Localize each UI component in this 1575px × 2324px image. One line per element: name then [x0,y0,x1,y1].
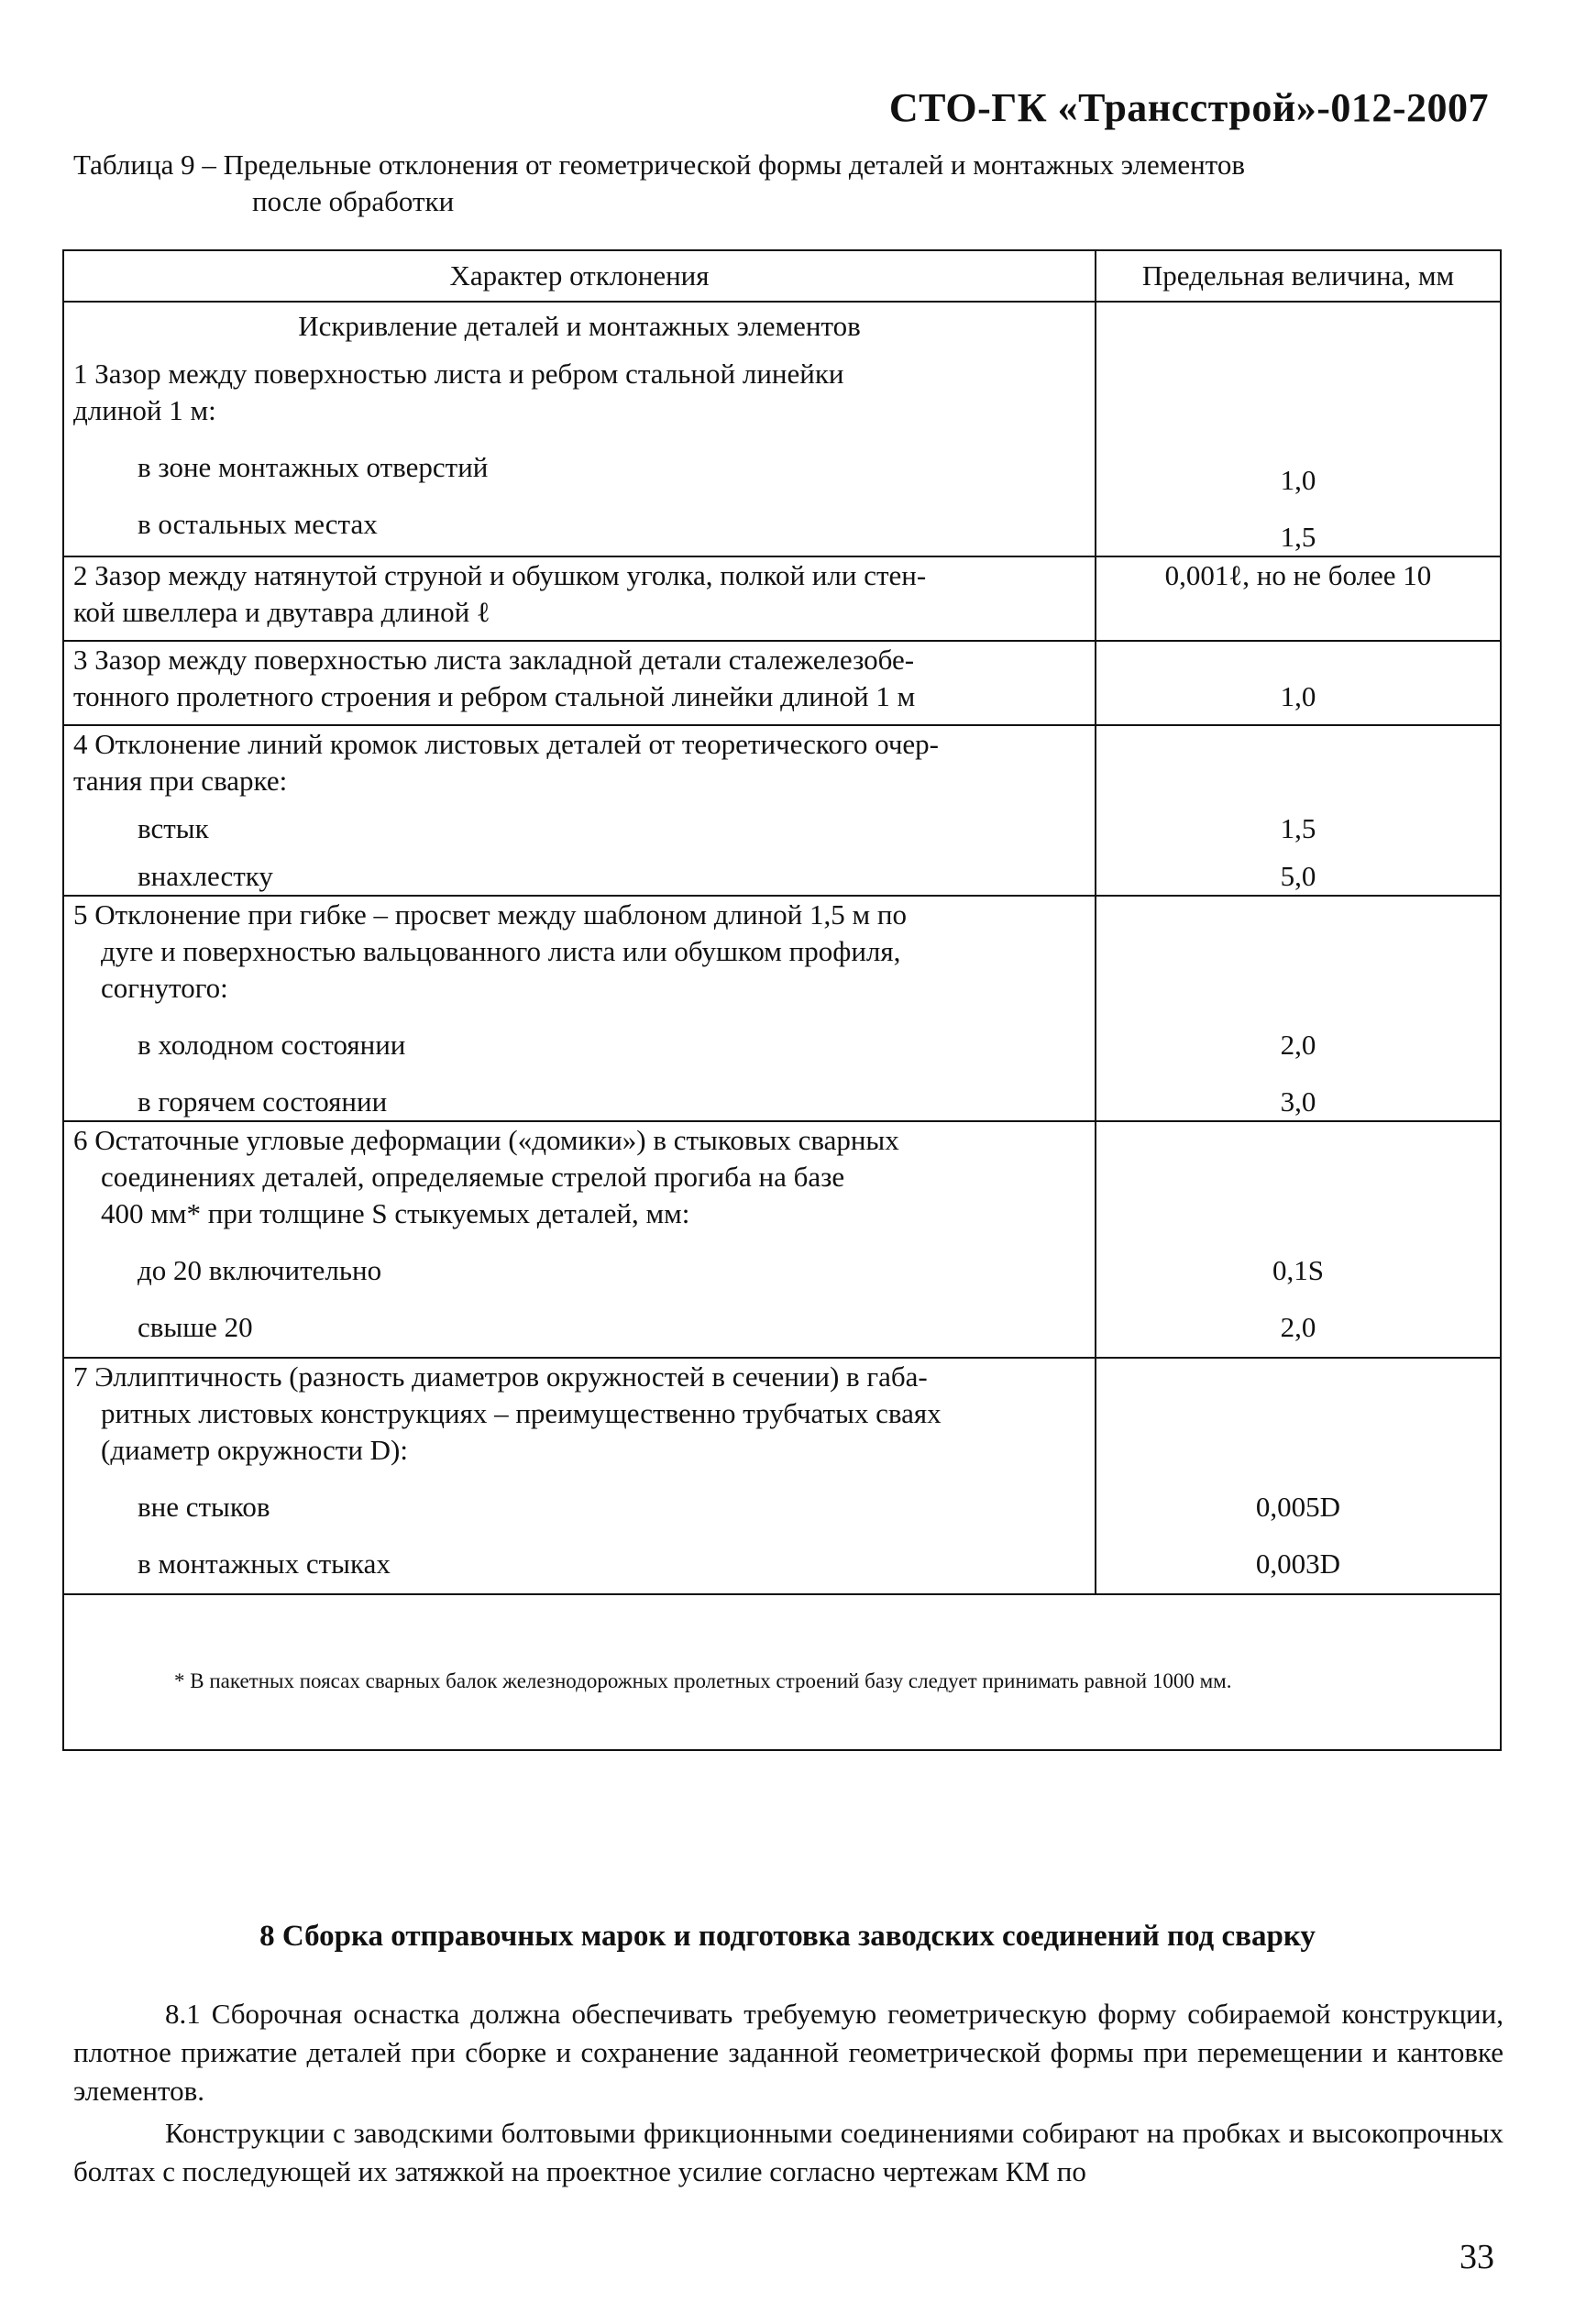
header-limit-value: Предельная величина, мм [1096,250,1501,302]
sub-item-label: вне стыков [138,1491,270,1523]
row-text-line: 5 Отклонение при гибке – просвет между шаблоном длиной 1,5 м по [73,898,907,931]
value-cell: 1,5 [1280,812,1316,844]
sub-item-label: встык [138,812,209,844]
row-1-values [1096,302,1501,556]
row-7-values [1096,1358,1501,1594]
sub-item-label: в горячем состоянии [138,1085,388,1118]
row-5-description [63,896,1096,1121]
paragraph-bolted-connections [73,2114,1503,2191]
row-5-values [1096,896,1501,1121]
sub-item-label: внахлестку [138,860,273,892]
row-4-values [1096,725,1501,896]
value-cell: 1,0 [1280,464,1316,496]
value-cell: 2,0 [1280,1311,1316,1343]
sub-item-label: в монтажных стыках [138,1547,391,1580]
row-3-description [63,641,1096,725]
value-cell: 2,0 [1280,1029,1316,1061]
paragraph-text: Конструкции с заводскими болтовыми фрикционными соединениями собирают на пробках и высокопрочных болтах с последующей их затяжкой на проектное усилие согласно чертежам КМ по [73,2117,1503,2187]
row-text-line: 2 Зазор между натянутой струной и обушком уголка, полкой или стен- [73,559,927,591]
row-text-line: 3 Зазор между поверхностью листа закладной детали сталежелезобе- [73,644,915,676]
section-heading: 8 Сборка отправочных марок и подготовка заводских соединений под сварку [259,1920,1316,1953]
sub-item-label: свыше 20 [138,1311,253,1343]
row-text-line: дуге и поверхностью вальцованного листа или обушком профиля, [101,935,901,967]
row-text-line: 6 Остаточные угловые деформации («домики») в стыковых сварных [73,1124,899,1156]
value-cell: 0,005D [1255,1491,1341,1523]
header-deviation-type: Характер отклонения [63,250,1096,302]
row-text-line: 400 мм* при толщине S стыкуемых деталей, мм: [101,1197,690,1229]
row-2-value [1096,556,1501,641]
sub-item-label: до 20 включительно [138,1254,382,1286]
table-caption-line-1: Таблица 9 – Предельные отклонения от геометрической формы деталей и монтажных элементов [73,149,1245,181]
table-header-row [63,250,1501,302]
footnote-row [63,1594,1501,1750]
value-cell: 0,003D [1255,1547,1341,1580]
table-row [63,556,1501,641]
table-row [63,1121,1501,1358]
value-cell: 1,5 [1280,521,1316,553]
deviation-table [62,249,1502,1751]
sub-item-label: в зоне монтажных отверстий [138,451,489,483]
paragraph-text: 8.1 Сборочная оснастка должна обеспечивать требуемую геометрическую форму собираемой конструкции, плотное прижатие деталей при сборке и сохранение заданной геометрической формы при перемещении и кантовке элементов. [73,1998,1503,2107]
row-4-description [63,725,1096,896]
row-6-description [63,1121,1096,1358]
row-text-line: (диаметр окружности D): [101,1434,408,1466]
table-caption-line-2: после обработки [252,185,455,217]
row-2-description [63,556,1096,641]
table-footnote: * В пакетных поясах сварных балок железнодорожных пролетных строений базу следует принимать равной 1000 мм. [174,1669,1232,1692]
value-cell: 3,0 [1280,1085,1316,1118]
table-row [63,725,1501,896]
value-cell: 5,0 [1280,860,1316,892]
footnote-cell [63,1594,1501,1750]
row-text-line: 1 Зазор между поверхностью листа и ребром стальной линейки [73,358,844,390]
sub-item-label: в остальных местах [138,508,378,540]
table-caption [73,147,1448,220]
group-title: Искривление деталей и монтажных элементов [298,310,861,342]
row-text-line: кой швеллера и двутавра длиной ℓ [73,596,490,628]
row-text-line: ритных листовых конструкциях – преимущественно трубчатых сваях [101,1397,942,1429]
table-row [63,1358,1501,1594]
table-row [63,896,1501,1121]
value-cell: 0,001ℓ, но не более 10 [1164,559,1432,591]
page-number: 33 [1459,2238,1494,2276]
row-text-line: соединениях деталей, определяемые стрелой прогиба на базе [101,1161,845,1193]
row-3-value [1096,641,1501,725]
document-code: СТО-ГК «Трансстрой»-012-2007 [888,85,1489,130]
row-text-line: длиной 1 м: [73,394,216,426]
table-row [63,302,1501,556]
row-text-line: 4 Отклонение линий кромок листовых деталей от теоретического очер- [73,728,939,760]
row-text-line: согнутого: [101,972,228,1004]
row-text-line: 7 Эллиптичность (разность диаметров окружностей в сечении) в габа- [73,1360,928,1393]
row-text-line: тонного пролетного строения и ребром стальной линейки длиной 1 м [73,680,916,712]
table-row [63,641,1501,725]
paragraph-8-1 [73,1995,1503,2110]
row-7-description [63,1358,1096,1594]
row-1-description [63,302,1096,556]
row-text-line: тания при сварке: [73,765,288,797]
value-cell: 0,1S [1272,1254,1324,1286]
value-cell: 1,0 [1280,680,1316,712]
sub-item-label: в холодном состоянии [138,1029,406,1061]
row-6-values [1096,1121,1501,1358]
